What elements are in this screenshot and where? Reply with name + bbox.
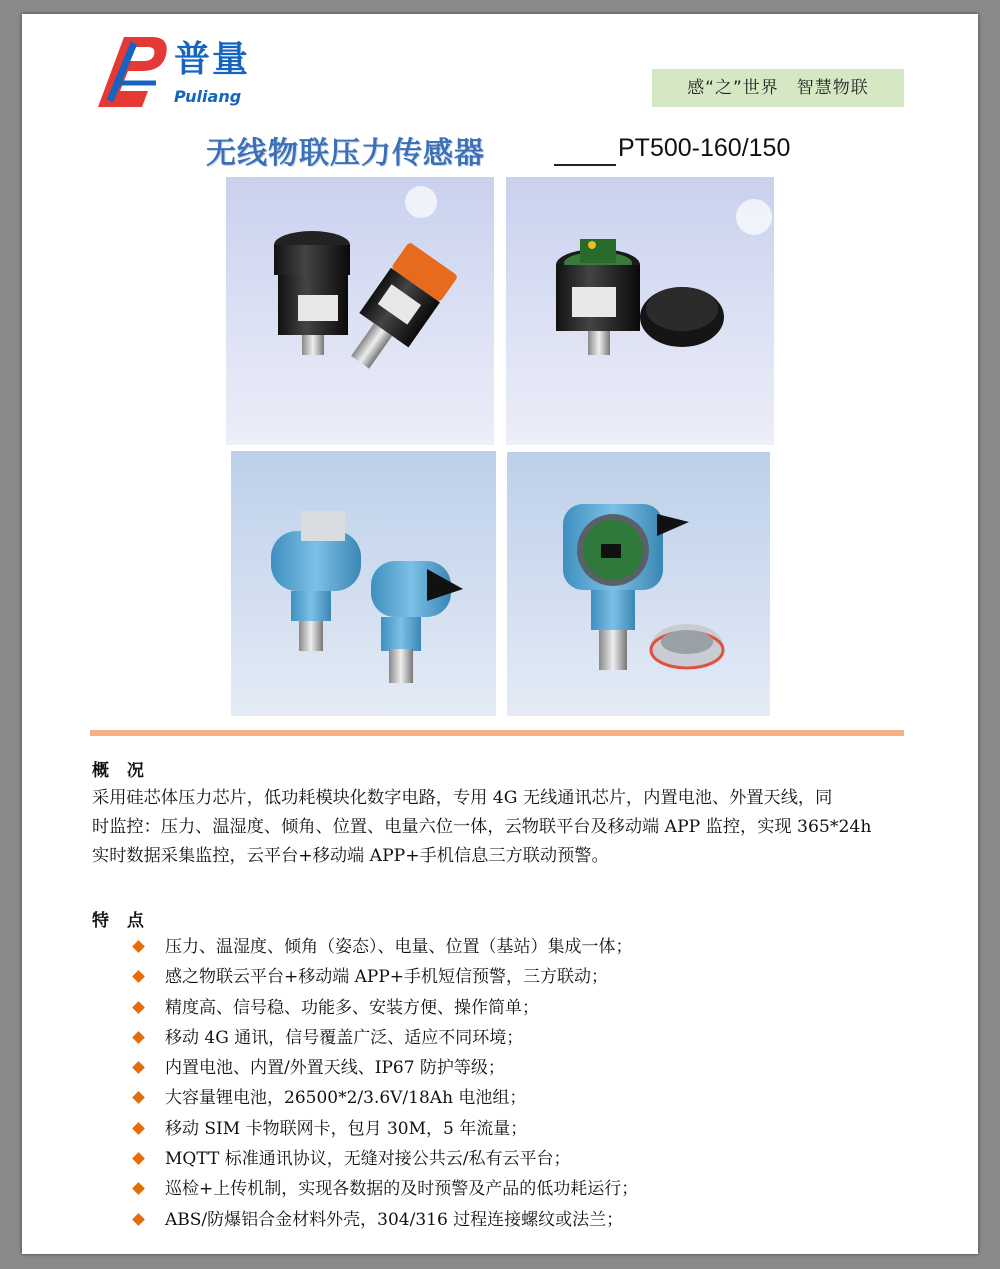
title-underline — [554, 164, 616, 166]
bullet-diamond-icon — [132, 1152, 145, 1165]
bullet-diamond-icon — [132, 1183, 145, 1196]
bullet-diamond-icon — [132, 1092, 145, 1105]
bullet-diamond-icon — [132, 1061, 145, 1074]
title-cn: 无线物联压力传感器 — [206, 136, 485, 171]
logo-text-en: Puliang — [174, 87, 242, 106]
product-photo-1 — [226, 177, 494, 445]
bullet-diamond-icon — [132, 1031, 145, 1044]
feature-item: MQTT 标准通讯协议，无缝对接公共云/私有云平台； — [130, 1144, 920, 1174]
datasheet-page — [22, 14, 978, 1254]
overview-line: 采用硅芯体压力芯片，低功耗模块化数字电路，专用 4G 无线通讯芯片，内置电池、外置天线，同 — [92, 788, 833, 808]
feature-item: 精度高、信号稳、功能多、安装方便、操作简单； — [130, 993, 920, 1023]
feature-item: 压力、温湿度、倾角（姿态）、电量、位置（基站）集成一体； — [130, 932, 920, 962]
product-photo-3 — [231, 451, 496, 716]
bullet-diamond-icon — [132, 1122, 145, 1135]
product-photo-2 — [506, 177, 774, 445]
title-model: PT500-160/150 — [618, 134, 791, 162]
bullet-diamond-icon — [132, 1001, 145, 1014]
feature-item: 移动 SIM 卡物联网卡，包月 30M，5 年流量； — [130, 1114, 920, 1144]
slogan-banner: 感“之”世界 智慧物联 — [652, 69, 904, 107]
feature-item: 大容量锂电池，26500*2/3.6V/18Ah 电池组； — [130, 1083, 920, 1113]
section-divider — [90, 730, 904, 736]
product-photo-4 — [507, 452, 770, 716]
overview-line: 时监控：压力、温湿度、倾角、位置、电量六位一体，云物联平台及移动端 APP 监控，实现 365*24h — [92, 817, 872, 837]
logo-mark-icon — [90, 29, 170, 109]
features-list — [130, 932, 920, 1235]
bullet-diamond-icon — [132, 940, 145, 953]
feature-item: 移动 4G 通讯，信号覆盖广泛、适应不同环境； — [130, 1023, 920, 1053]
company-logo — [90, 29, 270, 109]
feature-item: 内置电池、内置/外置天线、IP67 防护等级； — [130, 1053, 920, 1083]
bullet-diamond-icon — [132, 970, 145, 983]
overview-heading: 概 况 — [92, 761, 150, 781]
features-heading: 特 点 — [92, 911, 150, 931]
feature-item: ABS/防爆铝合金材料外壳，304/316 过程连接螺纹或法兰； — [130, 1205, 920, 1235]
overview-paragraph — [92, 784, 922, 871]
feature-item: 感之物联云平台+移动端 APP+手机短信预警，三方联动； — [130, 962, 920, 992]
overview-line: 实时数据采集监控，云平台+移动端 APP+手机信息三方联动预警。 — [92, 846, 609, 866]
feature-item: 巡检+上传机制，实现各数据的及时预警及产品的低功耗运行； — [130, 1174, 920, 1204]
bullet-diamond-icon — [132, 1213, 145, 1226]
logo-text-cn: 普量 — [174, 39, 251, 80]
